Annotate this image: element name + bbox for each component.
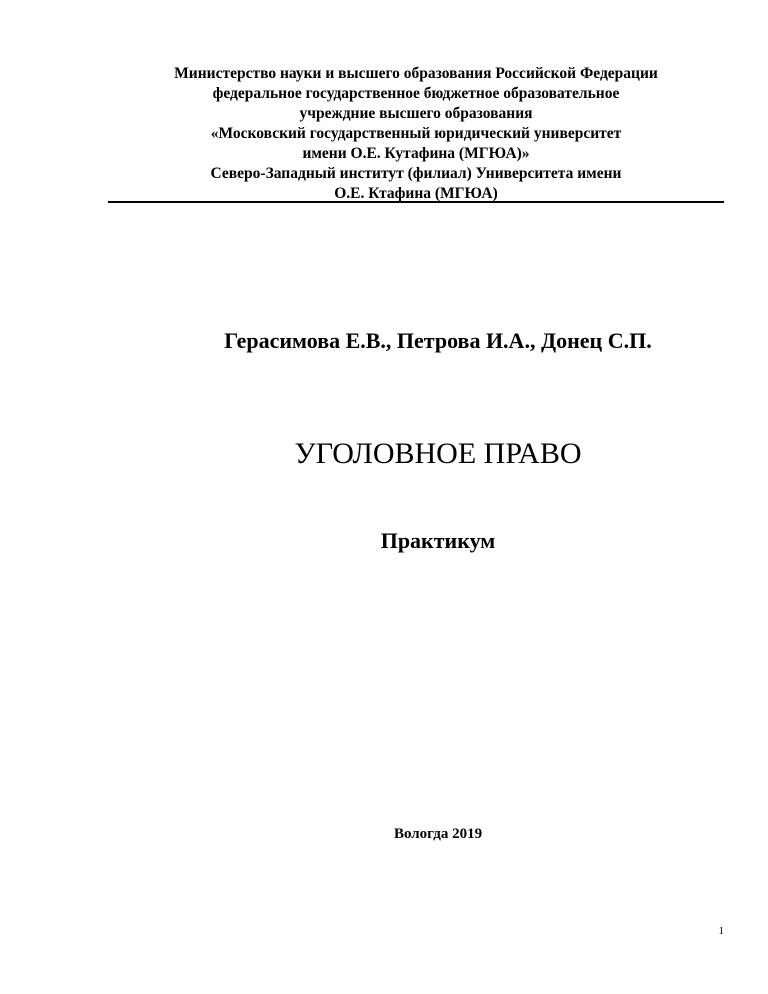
page-number: 1 — [718, 925, 724, 937]
city-year: Вологда 2019 — [393, 826, 483, 842]
header-line-university-eponym: имени О.Е. Кутафина (МГЮА)» — [302, 145, 530, 162]
header-line-ministry: Министерство науки и высшего образования Российской Федерации — [174, 65, 658, 82]
authors: Герасимова Е.В., Петрова И.А., Донец С.П. — [224, 328, 652, 353]
header-line-institution-type: федеральное государственное бюджетное образовательное — [212, 85, 620, 102]
document-title: УГОЛОВНОЕ ПРАВО — [294, 437, 582, 470]
header-divider — [108, 201, 724, 203]
institution-header — [108, 64, 724, 204]
header-line-branch-eponym: О.Е. Ктафина (МГЮА) — [334, 185, 498, 202]
header-line-education-level: учреждние высшего образования — [299, 105, 533, 122]
header-line-branch-name: Северо-Западный институт (филиал) Университета имени — [210, 165, 622, 182]
document-subtitle: Практикум — [380, 528, 496, 553]
header-line-university-name: «Московский государственный юридический университет — [210, 125, 622, 142]
